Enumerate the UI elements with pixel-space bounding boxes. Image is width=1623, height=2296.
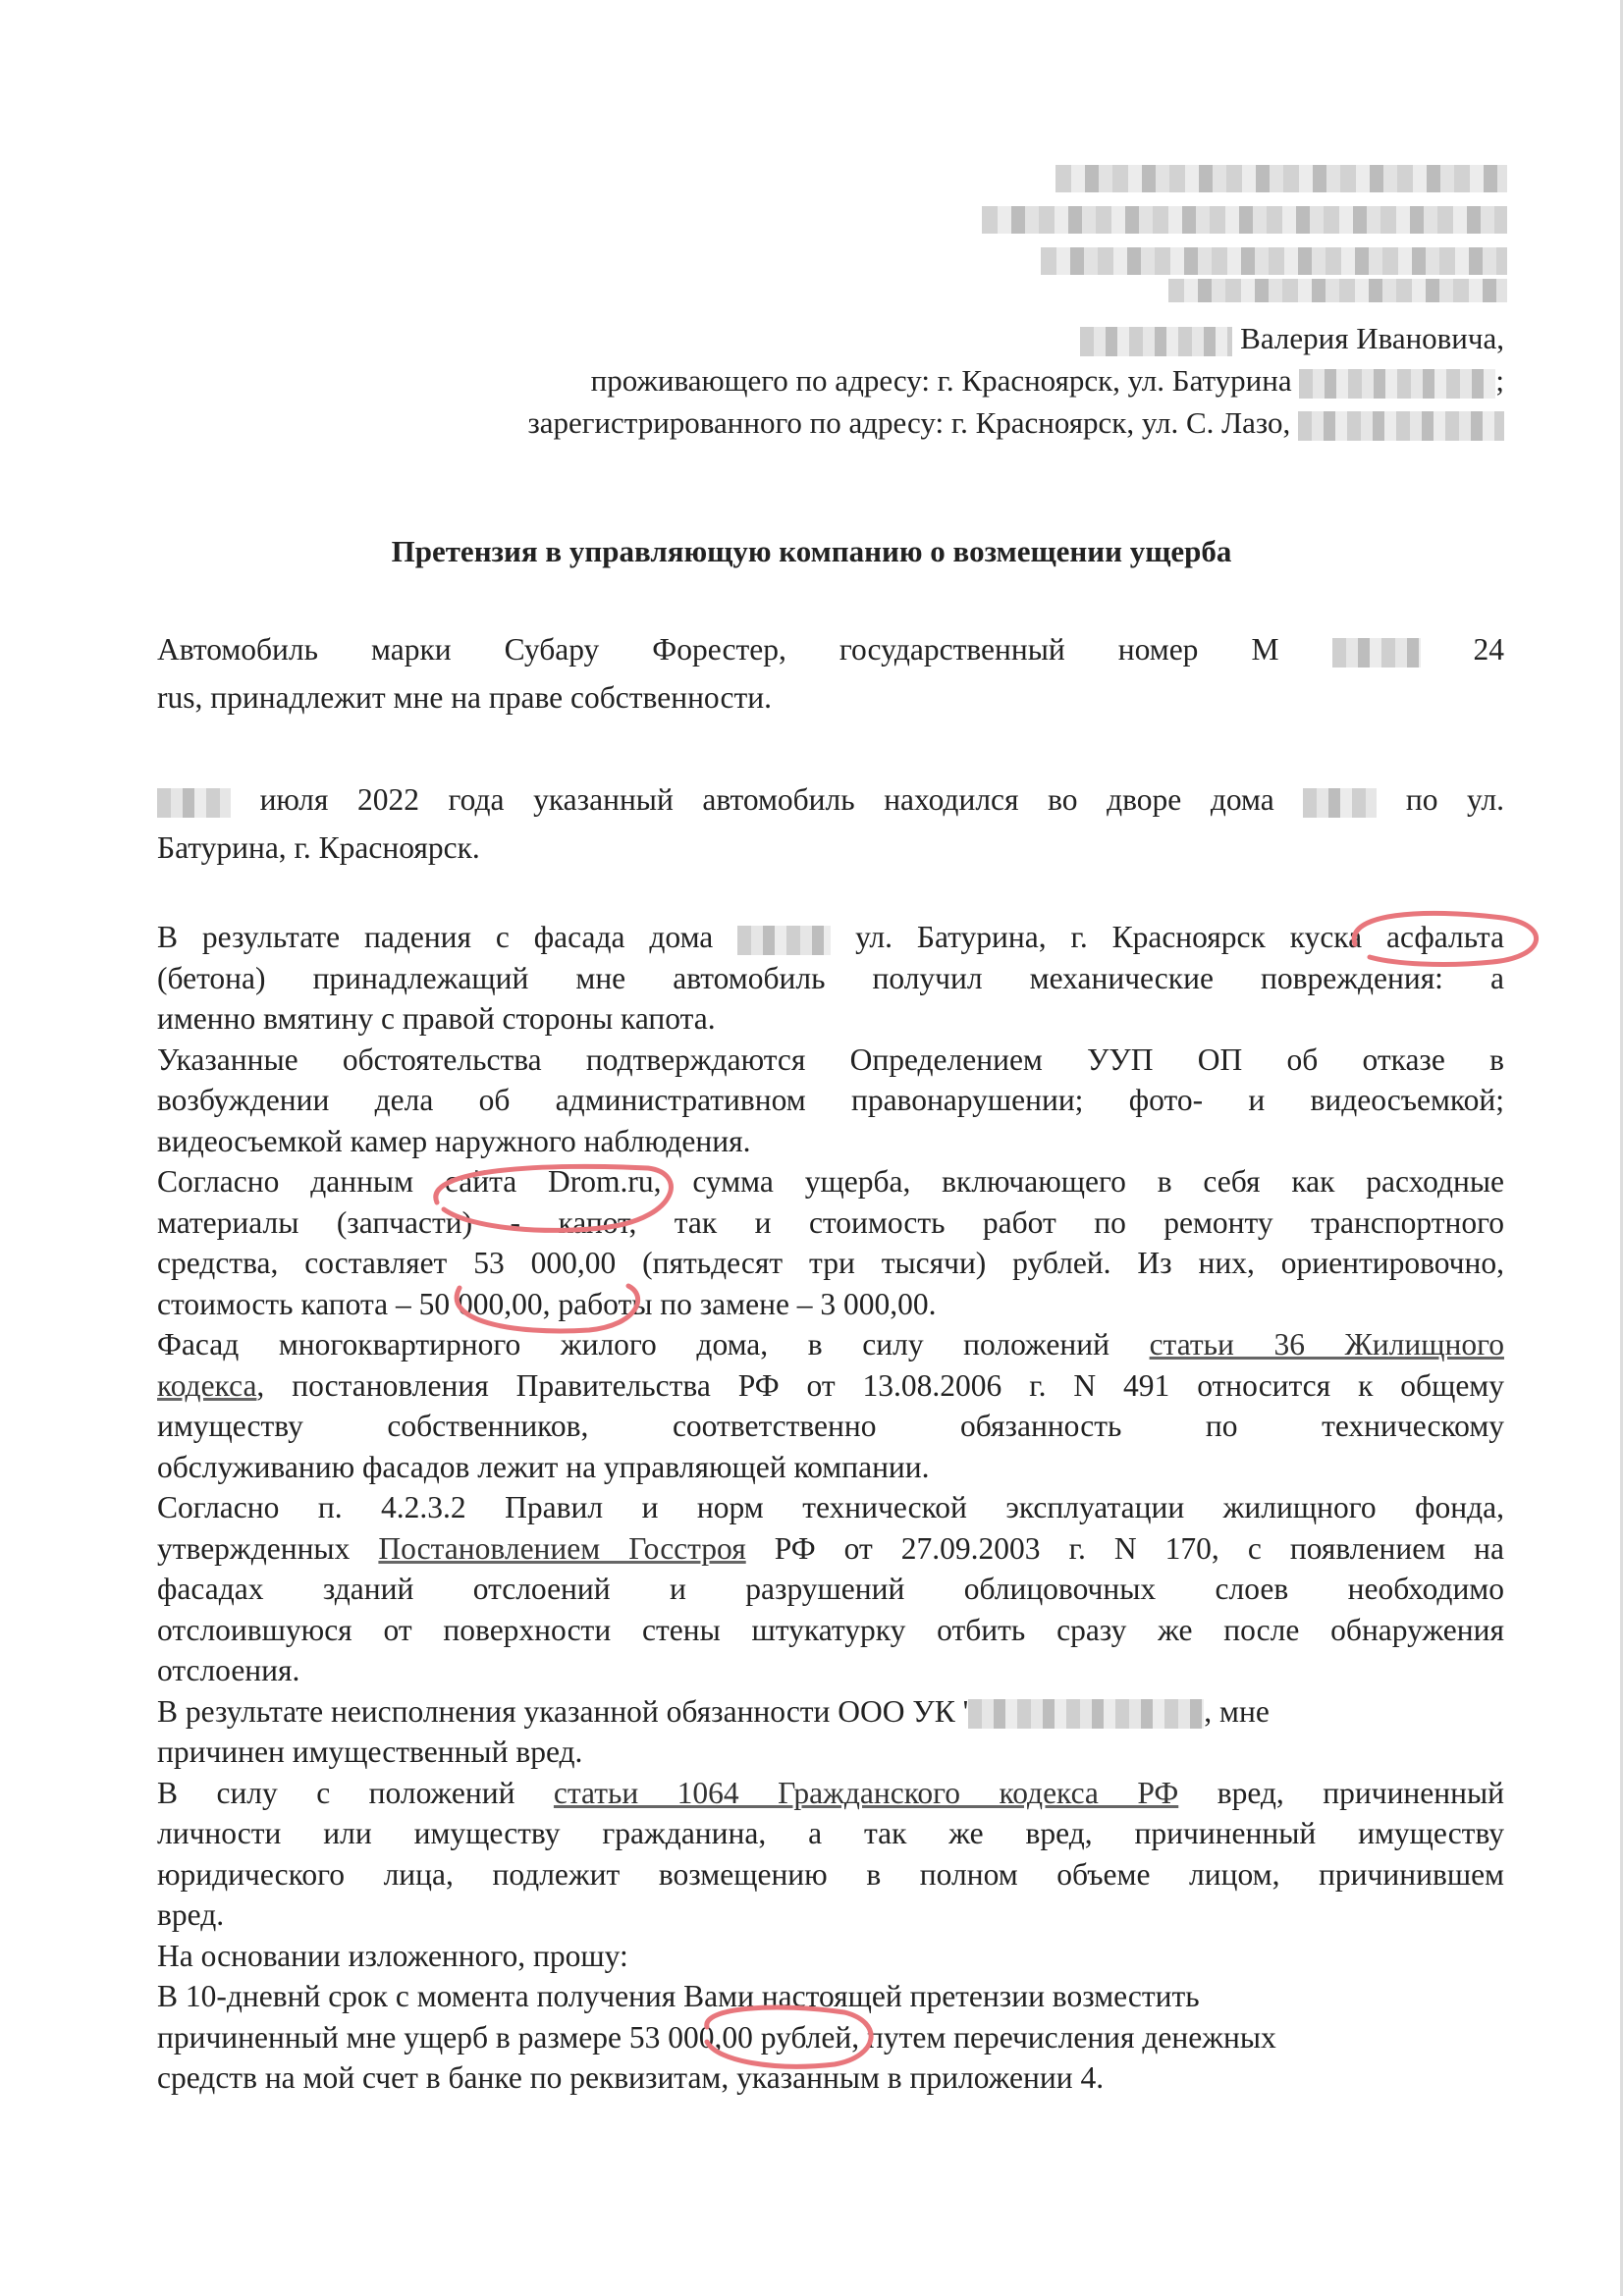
text-line bbox=[157, 917, 1504, 958]
text: отслоения. bbox=[157, 1653, 300, 1687]
text-line bbox=[157, 1406, 1504, 1447]
link-civil-code-art1064[interactable]: статьи 1064 Гражданского кодекса РФ bbox=[553, 1775, 1179, 1810]
text-line bbox=[157, 629, 1504, 677]
text-line bbox=[157, 1080, 1504, 1121]
text: средства, составляет 53 000,00 (пятьдесят три тысячи) рублей. Из них, ориентировочно, bbox=[157, 1246, 1504, 1280]
text: обслуживанию фасадов лежит на управляющей компании. bbox=[157, 1449, 930, 1484]
sender-name-text: Валерия Ивановича, bbox=[1240, 321, 1504, 355]
registration-text: зарегистрированного по адресу: г. Красноярск, ул. С. Лазо, bbox=[527, 405, 1291, 440]
text-line bbox=[157, 1569, 1504, 1610]
text: личности или имуществу гражданина, а так же вред, причиненный имуществу bbox=[157, 1816, 1504, 1850]
text-line bbox=[157, 779, 1504, 828]
text-line bbox=[157, 1610, 1504, 1651]
text-line bbox=[157, 1161, 1504, 1202]
paragraph-date bbox=[157, 779, 1504, 869]
text: Батурина, г. Красноярск. bbox=[157, 830, 480, 865]
text: причинен имущественный вред. bbox=[157, 1735, 583, 1769]
redacted-surname bbox=[1080, 327, 1232, 356]
text-line bbox=[157, 1447, 1504, 1488]
redacted-addressee-line-2 bbox=[982, 206, 1507, 234]
text: июля 2022 года указанный автомобиль находился во дворе дома bbox=[259, 782, 1274, 817]
text-line bbox=[157, 1243, 1504, 1284]
text-line bbox=[157, 1487, 1504, 1528]
text: стоимость капота – 50 000,00, работы по замене – 3 000,00. bbox=[157, 1286, 937, 1321]
text-line bbox=[157, 2057, 1504, 2099]
text: rus, принадлежит мне на праве собственности. bbox=[157, 680, 772, 715]
text-line bbox=[157, 1650, 1504, 1691]
text-line bbox=[157, 1854, 1504, 1896]
text: ул. Батурина, г. Красноярск куска асфальта bbox=[855, 920, 1504, 954]
redacted-house bbox=[1303, 788, 1377, 818]
link-housing-code-art36-cont[interactable]: кодекса bbox=[157, 1367, 257, 1403]
redacted-residence bbox=[1299, 369, 1495, 399]
text: РФ от 27.09.2003 г. N 170, с появлением на bbox=[774, 1530, 1504, 1566]
text: видеосъемкой камер наружного наблюдения. bbox=[157, 1123, 751, 1158]
residence-end: ; bbox=[1495, 363, 1504, 398]
text-line bbox=[157, 1365, 1504, 1407]
redacted-registration bbox=[1298, 411, 1504, 441]
text: На основании изложенного, прошу: bbox=[157, 1938, 628, 1973]
text: по ул. bbox=[1405, 782, 1504, 817]
text-line bbox=[157, 1528, 1504, 1570]
text: Согласно п. 4.2.3.2 Правил и норм технической эксплуатации жилищного фонда, bbox=[157, 1490, 1504, 1524]
redacted-day bbox=[157, 788, 231, 818]
text: юридического лица, подлежит возмещению в полном объеме лицом, причинившем bbox=[157, 1856, 1504, 1892]
redacted-plate bbox=[1332, 638, 1421, 667]
text-line bbox=[157, 677, 1504, 719]
redacted-house bbox=[737, 926, 831, 955]
text: утвержденных bbox=[157, 1530, 351, 1566]
text: средств на мой счет в банке по реквизитам, указанным в приложении 4. bbox=[157, 2060, 1105, 2095]
text: Согласно данным сайта Drom.ru, сумма ущерба, включающего в себя как расходные bbox=[157, 1164, 1504, 1199]
text-line bbox=[157, 998, 1504, 1040]
text: (бетона) принадлежащий мне автомобиль получил механические повреждения: а bbox=[157, 960, 1504, 995]
text: Указанные обстоятельства подтверждаются Определением УУП ОП об отказе в bbox=[157, 1041, 1504, 1077]
text: вред. bbox=[157, 1897, 225, 1932]
text-line bbox=[157, 958, 1504, 999]
text: вред, причиненный bbox=[1217, 1775, 1504, 1810]
sender-registration bbox=[228, 401, 1504, 444]
redacted-company bbox=[968, 1699, 1204, 1729]
text: именно вмятину с правой стороны капота. bbox=[157, 1001, 716, 1036]
link-housing-code-art36[interactable]: статьи 36 Жилищного bbox=[1149, 1327, 1504, 1362]
text-line bbox=[157, 1040, 1504, 1081]
text-line bbox=[157, 1284, 1504, 1325]
sender-name bbox=[228, 317, 1504, 359]
text: причиненный мне ущерб в размере 53 000,00 рублей, путем перечисления денежных bbox=[157, 2019, 1276, 2055]
residence-text: проживающего по адресу: г. Красноярск, ул. Батурина bbox=[590, 363, 1292, 398]
text: фасадах зданий отслоений и разрушений облицовочных слоев необходимо bbox=[157, 1572, 1504, 1606]
redacted-addressee-line-3 bbox=[1041, 247, 1507, 275]
text-line bbox=[157, 1732, 1504, 1773]
text: Фасад многоквартирного жилого дома, в силу положений bbox=[157, 1327, 1109, 1362]
redacted-addressee-line-1 bbox=[1055, 165, 1507, 192]
text: В результате неисполнения указанной обязанности ООО УК ' bbox=[157, 1693, 969, 1729]
text: Автомобиль марки Субару Форестер, государственный номер М bbox=[157, 632, 1279, 667]
paragraph-vehicle bbox=[157, 629, 1504, 719]
redacted-addressee-line-4 bbox=[1168, 279, 1507, 302]
text: В 10-дневнй срок с момента получения Вами настоящей претензии возместить bbox=[157, 1979, 1200, 2013]
text-line bbox=[157, 1976, 1504, 2017]
text-line bbox=[157, 1121, 1504, 1162]
text: 24 bbox=[1473, 632, 1504, 667]
text: , мне bbox=[1204, 1693, 1270, 1729]
text-line bbox=[157, 1324, 1504, 1365]
text: В силу с положений bbox=[157, 1775, 515, 1810]
link-gosstroy-resolution[interactable]: Постановлением Госстроя bbox=[378, 1530, 746, 1566]
text-line bbox=[157, 1691, 1504, 1733]
text-line bbox=[157, 1895, 1504, 1936]
claim-body bbox=[157, 917, 1504, 2099]
text-line bbox=[157, 1813, 1504, 1854]
text: материалы (запчасти) - капот, так и стоимость работ по ремонту транспортного bbox=[157, 1204, 1504, 1240]
text: , постановления Правительства РФ от 13.08.2006 г. N 491 относится к общему bbox=[256, 1367, 1504, 1403]
text-line bbox=[157, 828, 1504, 869]
text-line bbox=[157, 1773, 1504, 1814]
sender-residence bbox=[228, 359, 1504, 401]
text-line bbox=[157, 1202, 1504, 1244]
text: имуществу собственников, соответственно обязанность по техническому bbox=[157, 1409, 1504, 1443]
text-line bbox=[157, 1936, 1504, 1977]
text: отслоившуюся от поверхности стены штукатурку отбить сразу же после обнаружения bbox=[157, 1612, 1504, 1647]
text: возбуждении дела об административном правонарушении; фото- и видеосъемкой; bbox=[157, 1083, 1504, 1117]
text-line bbox=[157, 2017, 1504, 2058]
text: В результате падения с фасада дома bbox=[157, 920, 714, 954]
document-title: Претензия в управляющую компанию о возмещении ущерба bbox=[391, 534, 1232, 568]
